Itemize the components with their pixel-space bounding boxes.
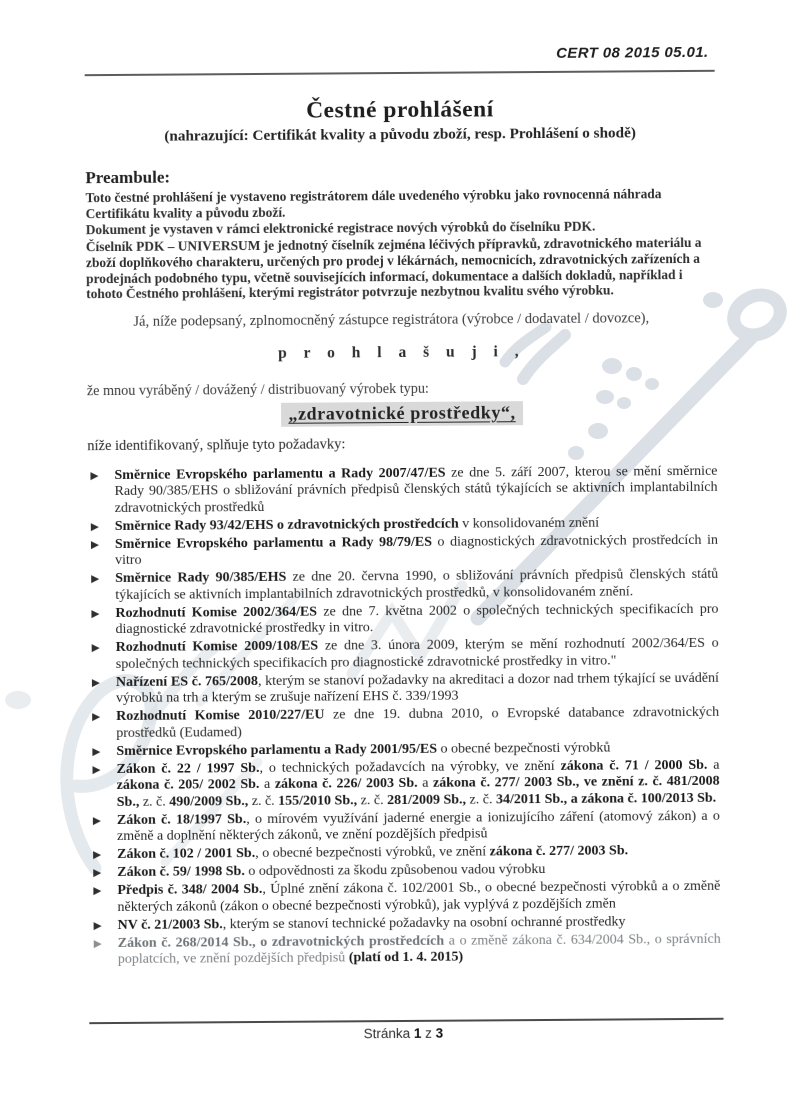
page-total: 3	[435, 1025, 444, 1041]
preamble-paragraph: Číselník PDK – UNIVERSUM je jednotný číselník zejména léčivých přípravků, zdravotnického materiálu a zboží doplňkového charakteru, určených pro prodej v lékárnách, nemocnicích, zdravotnických zařízeních a prodejnách podobného typu, včetně souvisejících informací, dokumentace a dalších dokladů, například i tohoto Čestného prohlášení, kterými registrátor potvrzuje nezbytnou kvalitu svého výrobku.	[85, 234, 702, 302]
requirement-item: Zákon č. 268/2014 Sb., o zdravotnických prostředcích a o změně zákona č. 634/2004 Sb., o správních poplatcích, ve znění pozdějších předpisů (platí od 1. 4. 2015)	[91, 932, 721, 969]
document-subtitle: (nahrazující: Certifikát kvality a původu zboží, resp. Prohlášení o shodě)	[164, 124, 636, 145]
document-title: Čestné prohlášení	[306, 96, 494, 124]
requirements-list	[87, 464, 720, 969]
preamble-paragraph: Dokument je vystaven v rámci elektronické registrace nových výrobků do číselníku PDK.	[85, 219, 596, 238]
arrow-bullet-icon	[93, 887, 101, 895]
requirement-item: Směrnice Evropského parlamentu a Rady 98/79/ES o diagnostických zdravotnických prostředcích in vitro	[88, 533, 718, 570]
document-body	[85, 82, 721, 971]
arrow-bullet-icon	[94, 922, 102, 930]
preamble-paragraph: Toto čestné prohlášení je vystaveno registrátorem dále uvedeného výrobku jako rovnocenná náhrada Certifikátu kvality a původu zboží.	[85, 186, 662, 221]
arrow-bullet-icon	[94, 940, 102, 948]
arrow-bullet-icon	[92, 679, 100, 687]
header-rule	[85, 70, 715, 76]
requirement-item: Zákon č. 59/ 1998 Sb. o odpovědnosti za škodu způsobenou vadou výrobku	[90, 861, 720, 882]
arrow-bullet-icon	[92, 766, 100, 774]
arrow-bullet-icon	[92, 713, 100, 721]
product-type-highlight: „zdravotnické prostředky“,	[281, 401, 522, 427]
requirement-item: Rozhodnutí Komise 2009/108/ES ze dne 3. února 2009, kterým se mění rozhodnutí 2002/364/ES o společných technických specifikacích pro diagnostické zdravotnické prostředky in vitro."	[89, 636, 719, 673]
requirement-item: Směrnice Evropského parlamentu a Rady 2007/47/ES ze dne 5. září 2007, kterou se mění směrnice Rady 90/385/EHS o sbližování právních předpisů členských států týkajících se aktivních implantabilních zdravotnických prostředků	[87, 464, 717, 518]
page-current: 1	[413, 1025, 422, 1041]
footer-rule	[89, 1018, 723, 1024]
arrow-bullet-icon	[91, 610, 99, 618]
requirement-item: Směrnice Evropského parlamentu a Rady 2001/95/ES o obecné bezpečnosti výrobků	[89, 740, 719, 761]
page-number	[3, 1023, 800, 1044]
arrow-bullet-icon	[91, 575, 99, 583]
requirement-item: Zákon č. 22 / 1997 Sb., o technických požadavcích na výrobky, ve znění zákona č. 71 / 2000 Sb. a zákona č. 205/ 2002 Sb. a zákona č. 226/ 2003 Sb. a zákona č. 277/ 2003 Sb., ve znění z. č. 481/2008 Sb., z. č. 490/2009 Sb., z. č. 155/2010 Sb., z. č. 281/2009 Sb., z. č. 34/2011 Sb., a zákona č. 100/2013 Sb.	[89, 758, 719, 812]
preamble-heading: Preambule:	[85, 167, 171, 188]
page-conjunction: z	[425, 1025, 432, 1041]
requirement-item: Zákon č. 18/1997 Sb., o mírovém využívání jaderné energie a ionizujícího záření (atomový zákon) a o změně a doplnění některých zákonů, ve znění pozdějších předpisů	[90, 809, 720, 846]
declarer-line: Já, níže podepsaný, zplnomocněný zástupce registrátora (výrobce / dodavatel / dovozce),	[133, 310, 650, 330]
arrow-bullet-icon	[93, 869, 101, 877]
identified-line: níže identifikovaný, splňuje tyto požadavky:	[87, 436, 346, 455]
requirement-item: Zákon č. 102 / 2001 Sb., o obecné bezpečnosti výrobků, ve znění zákona č. 277/ 2003 Sb.	[90, 843, 720, 864]
page-label: Stránka	[363, 1025, 411, 1042]
document-code: CERT 08 2015 05.01.	[556, 43, 709, 62]
arrow-bullet-icon	[91, 541, 99, 549]
declaration-word: p r o h l a š u j i ,	[278, 343, 526, 362]
requirement-item: Nařízení ES č. 765/2008, kterým se stanoví požadavky na akreditaci a dozor nad trhem týkající se uvádění výrobků na trh a kterým se zrušuje nařízení EHS č. 339/1993	[89, 671, 719, 708]
arrow-bullet-icon	[93, 851, 101, 859]
arrow-bullet-icon	[92, 644, 100, 652]
arrow-bullet-icon	[90, 472, 98, 480]
product-type-intro: že mnou vyráběný / dovážený / distribuovaný výrobek typu:	[86, 380, 429, 400]
requirement-item: Rozhodnutí Komise 2002/364/ES ze dne 7. května 2002 o společných technických specifikacích pro diagnostické zdravotnické prostředky in vitro.	[88, 602, 718, 639]
arrow-bullet-icon	[92, 748, 100, 756]
preamble-paragraphs	[85, 186, 716, 302]
requirement-item: Předpis č. 348/ 2004 Sb., Úplné znění zákona č. 102/2001 Sb., o obecné bezpečnosti výrobků a o změně některých zákonů (zákon o obecné bezpečnosti výrobků), jak vyplývá z pozdějších změn	[90, 879, 720, 916]
arrow-bullet-icon	[93, 817, 101, 825]
requirement-item: Rozhodnutí Komise 2010/227/EU ze dne 19. dubna 2010, o Evropské databance zdravotnických prostředků (Eudamed)	[89, 705, 719, 742]
product-type-line	[87, 400, 717, 428]
requirement-item: Směrnice Rady 93/42/EHS o zdravotnických prostředcích v konsolidovaném znění	[88, 515, 718, 536]
requirement-item: Směrnice Rady 90/385/EHS ze dne 20. června 1990, o sbližování právních předpisů členských států týkajících se aktivních implantabilních zdravotnických prostředků, v konsolidovaném znění.	[88, 567, 718, 604]
requirement-item: NV č. 21/2003 Sb., kterým se stanoví technické požadavky na osobní ochranné prostředky	[91, 914, 721, 935]
arrow-bullet-icon	[91, 523, 99, 531]
